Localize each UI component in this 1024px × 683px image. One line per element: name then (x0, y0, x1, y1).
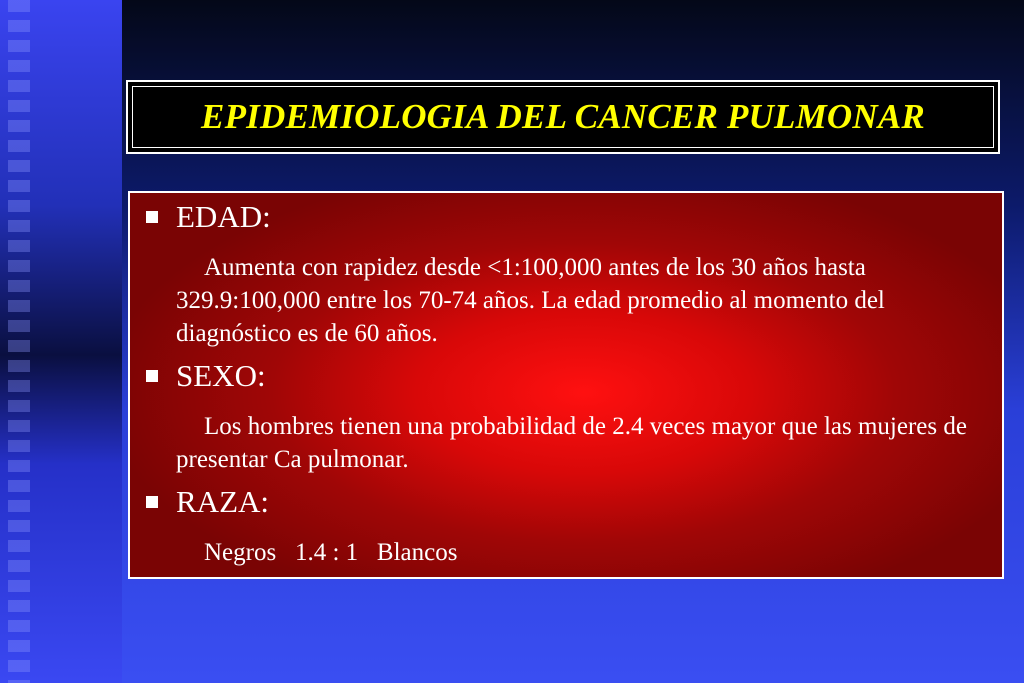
section-edad (144, 199, 992, 350)
slide-title: EPIDEMIOLOGIA DEL CANCER PULMONAR (201, 97, 925, 136)
section-heading: SEXO: (176, 358, 266, 393)
section-sexo (144, 358, 992, 476)
section-heading: RAZA: (176, 484, 269, 519)
title-box (126, 80, 1000, 154)
section-text-content: Aumenta con rapidez desde <1:100,000 antes de los 30 años hasta 329.9:100,000 entre los 70-74 años. La edad promedio al momento del diagnóstico es de 60 años. (176, 254, 885, 347)
section-text-content: Los hombres tienen una probabilidad de 2.4 veces mayor que las mujeres de presentar Ca pulmonar. (176, 413, 967, 473)
content-box (128, 191, 1004, 579)
section-text (144, 251, 992, 350)
square-bullet-icon (146, 211, 158, 223)
square-bullet-icon (146, 370, 158, 382)
content-list (144, 199, 992, 575)
section-heading: EDAD: (176, 199, 271, 234)
side-strip (0, 0, 122, 683)
section-text-content: Negros 1.4 : 1 Blancos (204, 539, 458, 566)
section-text (144, 410, 992, 476)
section-text (144, 536, 992, 569)
section-raza (144, 484, 992, 569)
decorative-squares (8, 0, 30, 683)
square-bullet-icon (146, 496, 158, 508)
